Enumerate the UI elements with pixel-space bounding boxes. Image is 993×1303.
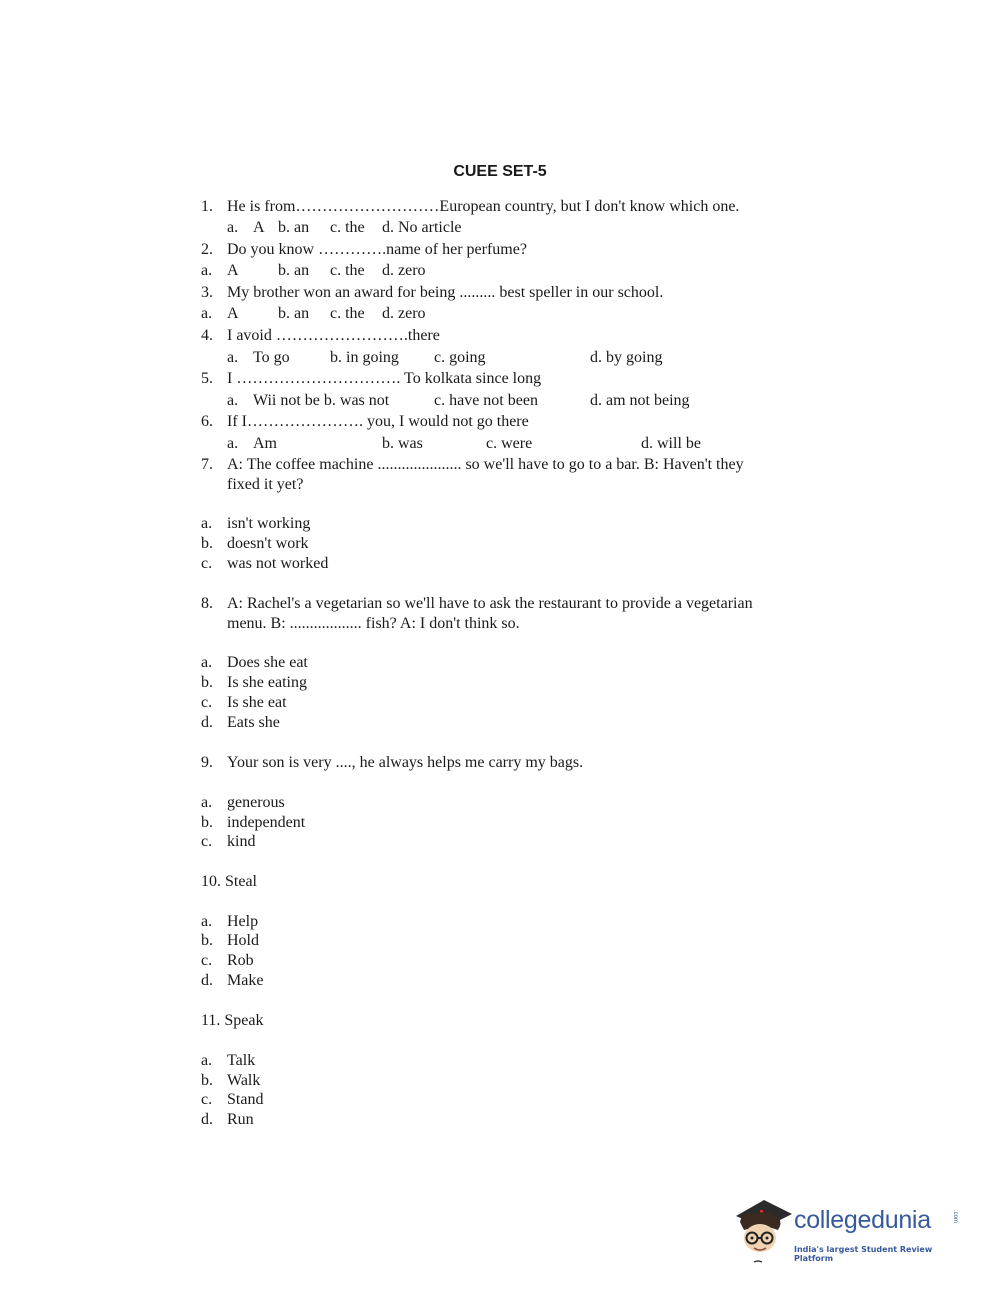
option-d: d. am not being [590,392,690,409]
option-label: a. [227,349,239,366]
option-text: Rob [227,952,254,969]
option-text: Hold [227,932,259,949]
option-label: b. [201,1072,213,1089]
question-number: 8. [201,595,213,612]
option-c: c. have not been [434,392,538,409]
option-text: Talk [227,1052,256,1069]
option-label: a. [201,262,213,279]
question-number: 9. [201,754,213,771]
option-c: c. were [486,435,533,452]
question-text: Do you know ………….name of her perfume? [227,241,527,258]
question-number: 4. [201,327,213,344]
option-c: c. going [434,349,486,366]
option-text: generous [227,794,285,811]
option-label: c. [201,833,213,850]
page-title: CUEE SET-5 [453,163,547,180]
option-label: c. [201,952,213,969]
option-label: c. [201,1091,213,1108]
option-label: a. [201,913,213,930]
option-label: a. [201,515,213,532]
option-label: a. [201,1052,213,1069]
option-c: c. the [330,219,365,236]
option-label: c. [201,555,213,572]
option-label: b. [201,535,213,552]
option-c: c. the [330,305,365,322]
option-label: a. [227,435,239,452]
option-label: d. [201,714,213,731]
question-number: 7. [201,456,213,473]
question-text: 11. Speak [201,1012,264,1029]
option-d: d. zero [382,262,426,279]
option-label: a. [227,392,239,409]
option-text: Does she eat [227,654,308,671]
logo-domain: .com [952,1210,958,1224]
option-label: a. [201,305,213,322]
option-a: A [253,219,265,236]
option-text: Is she eat [227,694,287,711]
question-text-line-1: A: Rachel's a vegetarian so we'll have to ask the restaurant to provide a vegetarian [227,595,753,612]
question-text-line-2: fixed it yet? [227,476,304,493]
option-text: Help [227,913,259,930]
option-d: d. will be [641,435,701,452]
logo-tagline: India's largest Student Review Platform [794,1245,933,1263]
option-text: Stand [227,1091,264,1108]
option-text: Run [227,1111,254,1128]
question-text: I …………………………. To kolkata since long [227,370,542,387]
option-text: Eats she [227,714,280,731]
question-number: 5. [201,370,213,387]
option-label: a. [227,219,239,236]
question-text: If I…………………. you, I would not go there [227,413,529,430]
question-text: My brother won an award for being ......... best speller in our school. [227,284,664,301]
option-b: b. an [278,219,310,236]
option-text: was not worked [227,555,329,572]
option-text: doesn't work [227,535,309,552]
option-label: a. [201,794,213,811]
option-label: d. [201,972,213,989]
question-text: I avoid …………………….there [227,327,440,344]
question-text: He is from………………………European country, but I don't know which one. [227,198,740,215]
option-text: Make [227,972,264,989]
question-text-line-1: A: The coffee machine ..................... so we'll have to go to a bar. B: Haven't they [227,456,744,473]
collegedunia-logo [734,1196,964,1266]
option-label: a. [201,654,213,671]
option-label: c. [201,694,213,711]
mascot-icon [734,1196,794,1266]
option-a: Am [253,435,277,452]
option-b: b. was [382,435,423,452]
option-d: d. zero [382,305,426,322]
question-number: 3. [201,284,213,301]
question-number: 1. [201,198,213,215]
question-number: 6. [201,413,213,430]
option-label: b. [201,932,213,949]
option-text: Walk [227,1072,261,1089]
option-text: isn't working [227,515,311,532]
question-number: 2. [201,241,213,258]
question-text: Your son is very ...., he always helps me carry my bags. [227,754,584,771]
option-label: b. [201,674,213,691]
option-d: d. No article [382,219,462,236]
option-a: To go [253,349,290,366]
logo-wordmark: collegedunia [794,1206,931,1234]
option-c: c. the [330,262,365,279]
option-text: independent [227,814,306,831]
option-b: b. in going [330,349,399,366]
option-b: b. an [278,305,310,322]
question-text: 10. Steal [201,873,257,890]
option-b: b. an [278,262,310,279]
option-a: A [227,262,239,279]
option-text: Is she eating [227,674,307,691]
option-d: d. by going [590,349,663,366]
option-label: d. [201,1111,213,1128]
question-text-line-2: menu. B: .................. fish? A: I don't think so. [227,615,520,632]
option-label: b. [201,814,213,831]
option-text: kind [227,833,256,850]
option-a-b: Wii not be b. was not [253,392,390,409]
option-a: A [227,305,239,322]
